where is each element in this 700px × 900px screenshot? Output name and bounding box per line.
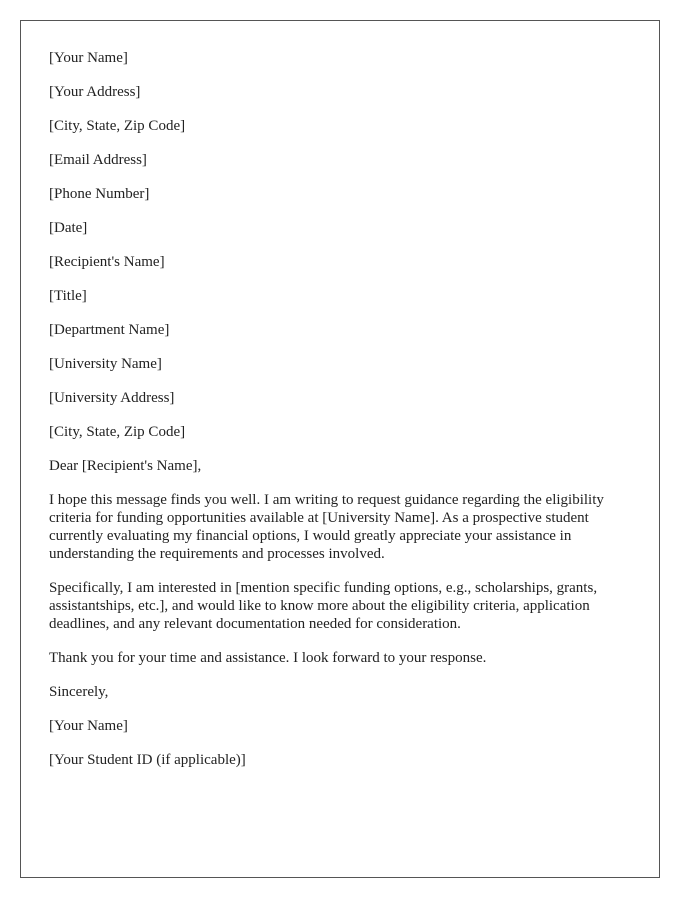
recipient-university-address: [University Address] [49,390,175,406]
sender-address: [Your Address] [49,84,141,100]
sender-name: [Your Name] [49,50,128,66]
recipient-name: [Recipient's Name] [49,254,165,270]
sender-email: [Email Address] [49,152,147,168]
sender-phone: [Phone Number] [49,186,150,202]
recipient-title: [Title] [49,288,87,304]
body-paragraph-3: Thank you for your time and assistance. I look forward to your response. [49,650,487,666]
body-paragraph-1: I hope this message finds you well. I am writing to request guidance regarding the eligibility criteria for funding opportunities available at [University Name]. As a prospective student currently evaluating my financial options, I would greatly appreciate your assistance in understanding the requirements and processes involved. [49,492,604,562]
letter-page [20,20,660,878]
letter-date: [Date] [49,220,88,236]
closing: Sincerely, [49,684,109,700]
recipient-city-state-zip: [City, State, Zip Code] [49,424,186,440]
salutation: Dear [Recipient's Name], [49,458,202,474]
body-paragraph-2: Specifically, I am interested in [mention specific funding options, e.g., scholarships, grants, assistantships, etc.], and would like to know more about the eligibility criteria, application deadlines, and any relevant documentation needed for consideration. [49,580,598,632]
signature-name: [Your Name] [49,718,128,734]
letter-content [49,49,624,785]
sender-city-state-zip: [City, State, Zip Code] [49,118,186,134]
recipient-university: [University Name] [49,356,162,372]
recipient-department: [Department Name] [49,322,170,338]
signature-student-id: [Your Student ID (if applicable)] [49,752,246,768]
